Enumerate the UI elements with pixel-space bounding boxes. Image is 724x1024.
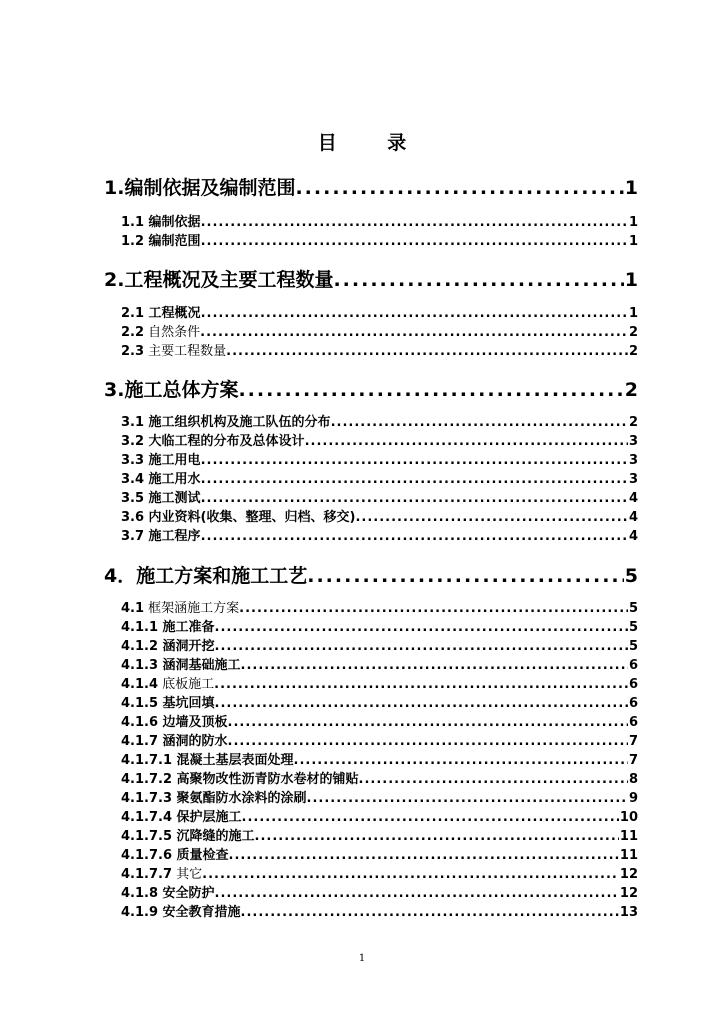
toc-entry-text: 工程概况 <box>144 306 201 321</box>
dot-leader <box>295 177 623 199</box>
toc-entry-text: 涵洞基础施工 <box>158 658 241 673</box>
toc-entry-chapter[interactable] <box>104 561 638 588</box>
toc-entry-text: 涵洞的防水 <box>158 734 228 749</box>
toc-entry-label <box>121 654 241 673</box>
toc-entry-label <box>121 597 239 616</box>
dot-leader <box>226 344 628 359</box>
toc-entry-section[interactable] <box>121 882 638 901</box>
toc-entry-label <box>104 375 238 402</box>
toc-entry-label <box>121 211 201 230</box>
dot-leader <box>333 269 623 291</box>
toc-entry-page: 11 <box>619 829 638 844</box>
toc-entry-section[interactable] <box>121 863 638 882</box>
toc-entry-label <box>121 692 215 711</box>
toc-entry-section[interactable] <box>121 230 638 249</box>
toc-entry-section[interactable] <box>121 844 638 863</box>
toc-entry-number: 4.1.9 <box>121 905 159 920</box>
dot-leader <box>200 325 628 340</box>
toc-entry-section[interactable] <box>121 449 638 468</box>
toc-entry-section[interactable] <box>121 711 638 730</box>
toc-entry-text: 自然条件 <box>144 325 201 340</box>
toc-entry-text: 施工总体方案 <box>124 379 239 401</box>
toc-entry-page: 4 <box>628 491 638 506</box>
dot-leader <box>201 234 628 249</box>
dot-leader <box>201 529 628 544</box>
toc-entry-number: 4.1.4 <box>121 677 159 692</box>
toc-entry-chapter[interactable] <box>104 265 638 292</box>
toc-entry-number: 3.1 <box>121 415 145 430</box>
toc-entry-text: 涵洞开挖 <box>158 639 215 654</box>
toc-entry-page: 3 <box>628 434 638 449</box>
toc-entry-label <box>121 449 201 468</box>
dot-leader <box>305 434 628 449</box>
toc-entry-page: 1 <box>624 177 638 199</box>
dot-leader <box>201 491 628 506</box>
toc-entry-label <box>121 863 202 882</box>
toc-entry-page: 2 <box>628 344 638 359</box>
toc-entry-page: 5 <box>628 601 638 616</box>
toc-entry-number: 3.5 <box>121 491 145 506</box>
toc-entry-page: 4 <box>628 510 638 525</box>
toc-entry-text: 基坑回填 <box>158 696 215 711</box>
dot-leader <box>359 772 628 787</box>
dot-leader <box>307 565 624 587</box>
toc-entry-number: 2. <box>104 269 125 291</box>
toc-entry-section[interactable] <box>121 487 638 506</box>
toc-entry-number: 4.1.7 <box>121 734 159 749</box>
toc-entry-text: 保护层施工 <box>172 810 242 825</box>
toc-entry-label <box>121 711 228 730</box>
toc-entry-page: 7 <box>628 753 638 768</box>
toc-entry-label <box>121 411 331 430</box>
dot-leader <box>228 715 628 730</box>
toc-entry-text: 底板施工 <box>158 677 215 692</box>
toc-entry-page: 9 <box>628 791 638 806</box>
toc-entry-number: 3.3 <box>121 453 145 468</box>
toc-entry-text: 内业资料(收集、整理、归档、移交) <box>144 510 356 525</box>
toc-entry-text: 质量检查 <box>172 848 229 863</box>
toc-entry-page: 6 <box>628 658 638 673</box>
dot-leader <box>307 791 628 806</box>
toc-entry-section[interactable] <box>121 430 638 449</box>
toc-entry-label <box>121 340 226 359</box>
toc-entry-number: 4.1.1 <box>121 620 159 635</box>
dot-leader <box>355 510 628 525</box>
toc-entry-text: 高聚物改性沥青防水卷材的铺贴 <box>172 772 359 787</box>
toc-entry-text: 施工组织机构及施工队伍的分布 <box>144 415 331 430</box>
toc-entry-text: 大临工程的分布及总体设计 <box>144 434 305 449</box>
toc-entry-section[interactable] <box>121 468 638 487</box>
toc-entry-page: 6 <box>628 696 638 711</box>
toc-entry-label <box>121 525 201 544</box>
toc-entry-page: 10 <box>619 810 638 825</box>
toc-entry-label <box>121 487 201 506</box>
toc-entry-label <box>121 749 294 768</box>
toc-entry-text: 施工方案和施工工艺 <box>136 565 308 587</box>
dot-leader <box>201 306 628 321</box>
dot-leader <box>215 696 628 711</box>
toc-entry-label <box>121 844 229 863</box>
toc-entry-text: 其它 <box>172 867 203 882</box>
toc-entry-page: 12 <box>619 886 638 901</box>
toc-entry-label <box>121 825 255 844</box>
toc-entry-page: 8 <box>628 772 638 787</box>
dot-leader <box>201 472 628 487</box>
toc-entry-page: 5 <box>628 620 638 635</box>
dot-leader <box>215 620 628 635</box>
dot-leader <box>241 905 619 920</box>
toc-entry-text: 工程概况及主要工程数量 <box>124 269 334 291</box>
toc-entry-number: 4.1.7.2 <box>121 772 172 787</box>
toc-entry-label <box>121 901 241 920</box>
toc-entry-number: 4.1.7.3 <box>121 791 172 806</box>
toc-entry-number: 3.2 <box>121 434 145 449</box>
toc-entry-number: 2.2 <box>121 325 145 340</box>
toc-entry-page: 7 <box>628 734 638 749</box>
toc-entry-page: 2 <box>624 379 638 401</box>
toc-entry-page: 3 <box>628 453 638 468</box>
dot-leader <box>294 753 628 768</box>
toc-entry-text: 安全防护 <box>158 886 215 901</box>
toc-entry-text: 施工用电 <box>144 453 201 468</box>
toc-entry-text: 混凝土基层表面处理 <box>172 753 294 768</box>
dot-leader <box>201 453 628 468</box>
toc-entry-page: 13 <box>619 905 638 920</box>
toc-entry-chapter[interactable] <box>104 173 638 200</box>
toc-entry-text: 施工用水 <box>144 472 201 487</box>
dot-leader <box>202 867 619 882</box>
toc-entry-page: 6 <box>628 677 638 692</box>
toc-entry-section[interactable] <box>121 302 638 321</box>
dot-leader <box>241 658 628 673</box>
toc-entry-text: 编制依据及编制范围 <box>124 177 296 199</box>
toc-entry-text: 安全教育措施 <box>158 905 241 920</box>
toc-entry-number: 3.7 <box>121 529 145 544</box>
toc-entry-number: 4.1.7.5 <box>121 829 172 844</box>
toc-entry-number: 1. <box>104 177 125 199</box>
dot-leader <box>242 810 619 825</box>
toc-entry-section[interactable] <box>121 692 638 711</box>
page-number: 1 <box>358 953 366 964</box>
toc-entry-number: 3.4 <box>121 472 145 487</box>
toc-entry-number: 2.3 <box>121 344 145 359</box>
toc-entry-section[interactable] <box>121 901 638 920</box>
toc-entry-text: 框架涵施工方案 <box>144 601 240 616</box>
toc-entry-text: 施工准备 <box>158 620 215 635</box>
toc-entry-section[interactable] <box>121 525 638 544</box>
toc-entry-section[interactable] <box>121 749 638 768</box>
toc-entry-number: 4.1.5 <box>121 696 159 711</box>
toc-entry-label <box>121 321 200 340</box>
toc-entry-section[interactable] <box>121 673 638 692</box>
toc-entry-number: 4.1 <box>121 601 145 616</box>
toc-entry-text: 施工测试 <box>144 491 201 506</box>
toc-entry-text: 编制依据 <box>144 215 201 230</box>
toc-entry-page: 2 <box>628 325 638 340</box>
toc-entry-number: 4.1.6 <box>121 715 159 730</box>
toc-entry-section[interactable] <box>121 635 638 654</box>
toc-entry-label <box>121 230 201 249</box>
toc-entry-section[interactable] <box>121 806 638 825</box>
dot-leader <box>228 734 628 749</box>
toc-entry-number: 4.1.7.7 <box>121 867 172 882</box>
toc-entry-number: 4.1.3 <box>121 658 159 673</box>
toc-entry-page: 6 <box>628 715 638 730</box>
dot-leader <box>238 379 623 401</box>
toc-entry-section[interactable] <box>121 321 638 340</box>
toc-entry-label <box>104 265 333 292</box>
toc-entry-section[interactable] <box>121 597 638 616</box>
toc-entry-number: 3. <box>104 379 125 401</box>
toc-entry-section[interactable] <box>121 211 638 230</box>
toc-entry-number: 4． <box>104 565 137 587</box>
toc-entry-label <box>121 730 228 749</box>
toc-entry-number: 4.1.2 <box>121 639 159 654</box>
toc-entry-page: 1 <box>628 306 638 321</box>
toc-entry-page: 4 <box>628 529 638 544</box>
toc-entry-number: 4.1.7.4 <box>121 810 172 825</box>
toc-entry-page: 1 <box>624 269 638 291</box>
dot-leader <box>239 601 628 616</box>
toc-entry-section[interactable] <box>121 654 638 673</box>
toc-entry-page: 5 <box>624 565 638 587</box>
toc-entry-number: 1.2 <box>121 234 145 249</box>
toc-entry-label <box>121 806 242 825</box>
toc-entry-section[interactable] <box>121 506 638 525</box>
dot-leader <box>214 677 628 692</box>
toc-entry-section[interactable] <box>121 768 638 787</box>
toc-entry-number: 2.1 <box>121 306 145 321</box>
dot-leader <box>255 829 619 844</box>
toc-entry-page: 11 <box>619 848 638 863</box>
toc-title: 目 录 <box>317 132 429 154</box>
toc-entry-label <box>121 787 307 806</box>
toc-entry-number: 3.6 <box>121 510 145 525</box>
toc-entry-section[interactable] <box>121 340 638 359</box>
toc-entry-page: 5 <box>628 639 638 654</box>
toc-entry-page: 2 <box>628 415 638 430</box>
toc-entry-text: 施工程序 <box>144 529 201 544</box>
toc-entry-label <box>121 635 215 654</box>
dot-leader <box>229 848 619 863</box>
toc-entry-text: 聚氨酯防水涂料的涂刷 <box>172 791 307 806</box>
toc-entry-number: 4.1.7.1 <box>121 753 172 768</box>
toc-entry-section[interactable] <box>121 411 638 430</box>
dot-leader <box>215 639 628 654</box>
toc-entry-label <box>121 616 215 635</box>
toc-entry-section[interactable] <box>121 787 638 806</box>
toc-entry-page: 1 <box>628 234 638 249</box>
toc-entry-label <box>121 506 355 525</box>
toc-entry-number: 4.1.7.6 <box>121 848 172 863</box>
toc-entry-label <box>121 302 201 321</box>
toc-entry-chapter[interactable] <box>104 375 638 402</box>
dot-leader <box>331 415 628 430</box>
toc-entry-label <box>121 768 359 787</box>
toc-entry-label <box>104 173 295 200</box>
toc-entry-label <box>121 468 201 487</box>
dot-leader <box>201 215 628 230</box>
toc-entry-number: 1.1 <box>121 215 145 230</box>
toc-entry-page: 1 <box>628 215 638 230</box>
toc-entry-number: 4.1.8 <box>121 886 159 901</box>
toc-entry-section[interactable] <box>121 616 638 635</box>
toc-entry-text: 沉降缝的施工 <box>172 829 255 844</box>
toc-entry-section[interactable] <box>121 730 638 749</box>
toc-entry-page: 12 <box>619 867 638 882</box>
toc-entry-text: 边墙及顶板 <box>158 715 228 730</box>
toc-entry-text: 主要工程数量 <box>144 344 227 359</box>
toc-entry-label <box>121 673 214 692</box>
toc-entry-section[interactable] <box>121 825 638 844</box>
toc-entry-label <box>121 882 215 901</box>
toc-entry-label <box>121 430 305 449</box>
dot-leader <box>215 886 619 901</box>
toc-entry-label <box>104 561 307 588</box>
toc-entry-page: 3 <box>628 472 638 487</box>
toc-entry-text: 编制范围 <box>144 234 201 249</box>
